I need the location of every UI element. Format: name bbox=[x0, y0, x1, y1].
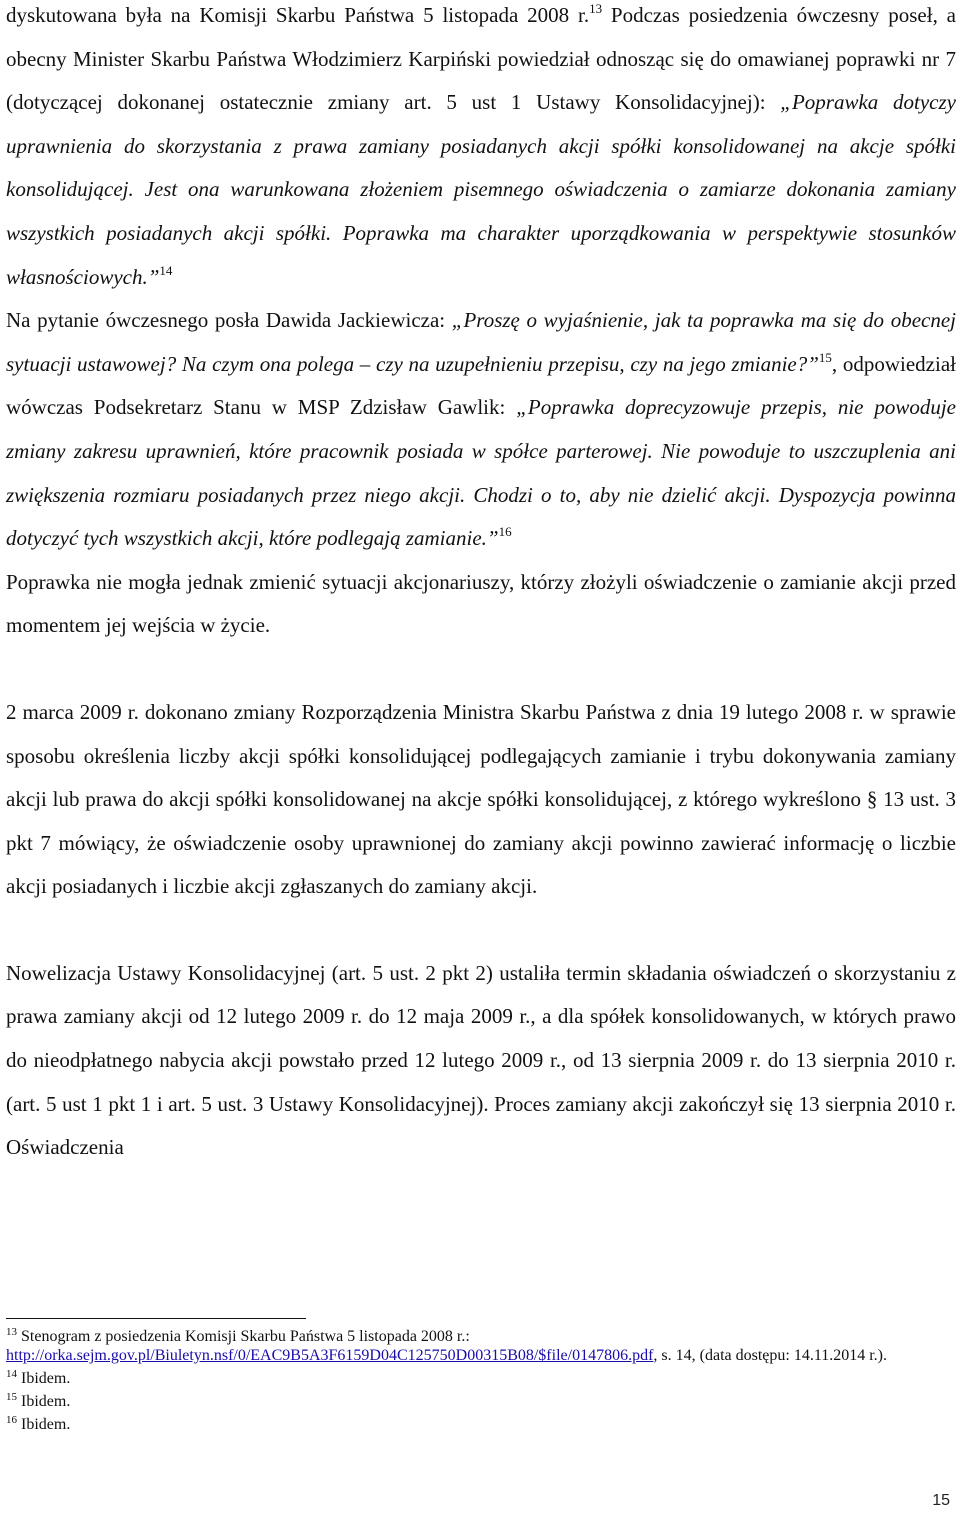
footnote-ref-15[interactable]: 15 bbox=[818, 349, 832, 365]
paragraph-2 bbox=[6, 299, 956, 561]
footnote-15 bbox=[6, 1392, 936, 1411]
paragraph-1 bbox=[6, 0, 956, 299]
footnote-text: Ibidem. bbox=[17, 1393, 71, 1410]
footnote-ref-16[interactable]: 16 bbox=[498, 524, 512, 540]
footnote-13 bbox=[6, 1327, 936, 1365]
footnote-number: 16 bbox=[6, 1414, 17, 1426]
paragraph-text: Na pytanie ówczesnego posła Dawida Jackiewicza: bbox=[6, 308, 452, 333]
paragraph-3: Poprawka nie mogła jednak zmienić sytuacji akcjonariuszy, którzy złożyli oświadczenie o zamianie akcji przed momentem jej wejścia w życie. bbox=[6, 569, 956, 638]
footnote-ref-14[interactable]: 14 bbox=[159, 262, 173, 278]
paragraph-text: Podczas posiedzenia ówczesny poseł, a obecny Minister Skarbu Państwa Włodzimierz Karpiński powiedział odnosząc się do omawianej poprawki nr 7 (dotyczącej dokonanej ostatecznie zmiany art. 5 ust 1 Ustawy Konsolidacyjnej): bbox=[6, 3, 957, 115]
paragraph-text: dyskutowana była na Komisji Skarbu Państwa 5 listopada 2008 r. bbox=[6, 3, 590, 27]
quote-jackiewicz: „Proszę o wyjaśnienie, jak ta poprawka ma się do obecnej sytuacji ustawowej? Na czym ona polega – czy na uzupełnieniu przepisu, czy na jego zmianie?” bbox=[6, 308, 956, 376]
footnote-text: Stenogram z posiedzenia Komisji Skarbu Państwa 5 listopada 2008 r.: bbox=[17, 1328, 470, 1345]
paragraph-text: , odpowiedział wówczas Podsekretarz Stanu w MSP Zdzisław Gawlik: bbox=[6, 351, 956, 420]
footnote-number: 15 bbox=[6, 1391, 17, 1403]
paragraph-gap bbox=[6, 909, 956, 952]
footnote-16 bbox=[6, 1415, 936, 1434]
page-number: 15 bbox=[932, 1492, 950, 1509]
footnote-text: Ibidem. bbox=[17, 1416, 71, 1433]
footnote-14 bbox=[6, 1369, 936, 1388]
footnote-link[interactable]: http://orka.sejm.gov.pl/Biuletyn.nsf/0/EAC9B5A3F6159D04C125750D00315B08/$file/0147806.pdf bbox=[6, 1347, 654, 1364]
footnotes bbox=[6, 1318, 936, 1438]
paragraph-4: 2 marca 2009 r. dokonano zmiany Rozporządzenia Ministra Skarbu Państwa z dnia 19 lutego 2008 r. w sprawie sposobu określenia liczby akcji spółki konsolidującej podlegających zamianie i trybu dokonywania zamiany akcji lub prawa do akcji spółki konsolidowanej na akcje spółki konsolidującej, z którego wykreślono § 13 ust. 3 pkt 7 mówiący, że oświadczenie osoby uprawnionej do zamiany akcji powinno zawierać informację o liczbie akcji posiadanych i liczbie akcji zgłaszanych do zamiany akcji. bbox=[6, 699, 956, 899]
footnote-text: Ibidem. bbox=[17, 1370, 71, 1387]
paragraph-gap bbox=[6, 648, 956, 691]
body-text bbox=[6, 0, 956, 1170]
footnote-text: , s. 14, (data dostępu: 14.11.2014 r.). bbox=[653, 1347, 888, 1364]
footnote-separator bbox=[6, 1318, 306, 1319]
footnote-number: 14 bbox=[6, 1368, 17, 1380]
footnote-ref-13[interactable]: 13 bbox=[589, 1, 603, 16]
quote-karpinski: „Poprawka dotyczy uprawnienia do skorzystania z prawa zamiany posiadanych akcji spółki konsolidowanej na akcje spółki konsolidującej. Jest ona warunkowana złożeniem pisemnego oświadczenia o zamiarze dokonania zamiany wszystkich posiadanych akcji spółki. Poprawka ma charakter uporządkowania w perspektywie stosunków własnościowych.” bbox=[6, 90, 956, 289]
paragraph-5: Nowelizacja Ustawy Konsolidacyjnej (art. 5 ust. 2 pkt 2) ustaliła termin składania oświadczeń o skorzystaniu z prawa zamiany akcji od 12 lutego 2009 r. do 12 maja 2009 r., a dla spółek konsolidowanych, w których prawo do nieodpłatnego nabycia akcji powstało przed 12 lutego 2009 r., od 13 sierpnia 2009 r. do 13 sierpnia 2010 r. (art. 5 ust 1 pkt 1 i art. 5 ust. 3 Ustawy Konsolidacyjnej). Proces zamiany akcji zakończył się 13 sierpnia 2010 r. Oświadczenia bbox=[6, 960, 956, 1160]
footnote-number: 13 bbox=[6, 1326, 17, 1338]
quote-gawlik: „Poprawka doprecyzowuje przepis, nie powoduje zmiany zakresu uprawnień, które pracownik posiada w spółce parterowej. Nie powoduje to uszczuplenia ani zwiększenia rozmiaru posiadanych przez niego akcji. Chodzi o to, aby nie dzielić akcji. Dyspozycja powinna dotyczyć tych wszystkich akcji, które podlegają zamianie.” bbox=[6, 395, 957, 551]
document-page bbox=[6, 0, 956, 1170]
